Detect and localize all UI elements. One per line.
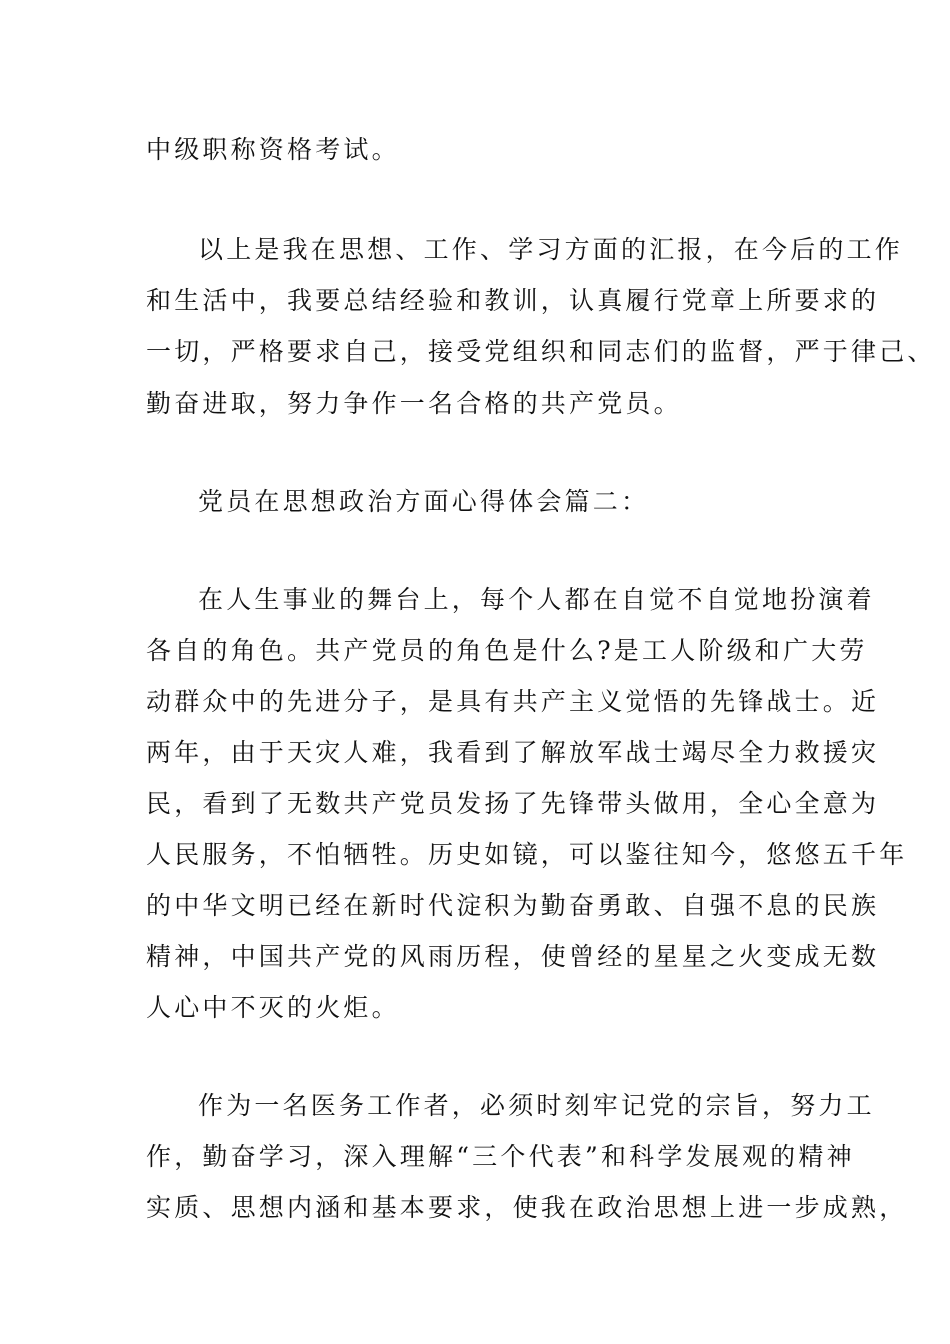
text-line: 两年，由于天灾人难，我看到了解放军战士竭尽全力救援灾 bbox=[146, 738, 880, 767]
text-line: 和生活中，我要总结经验和教训，认真履行党章上所要求的 bbox=[146, 286, 880, 315]
text-line: 人心中不灭的火炬。 bbox=[146, 993, 400, 1022]
section-heading: 党员在思想政治方面心得体会篇二： bbox=[198, 487, 650, 516]
text-line: 一切，严格要求自己，接受党组织和同志们的监督，严于律己、 bbox=[146, 337, 936, 366]
paragraph-start-line: 作为一名医务工作者，必须时刻牢记党的宗旨，努力工 bbox=[198, 1091, 875, 1120]
paragraph-start-line: 在人生事业的舞台上，每个人都在自觉不自觉地扮演着 bbox=[198, 585, 875, 614]
text-line: 勤奋进取，努力争作一名合格的共产党员。 bbox=[146, 389, 682, 418]
text-line: 人民服务，不怕牺牲。历史如镜，可以鉴往知今，悠悠五千年 bbox=[146, 840, 908, 869]
paragraph-start-line: 以上是我在思想、工作、学习方面的汇报，在今后的工作 bbox=[198, 235, 904, 264]
text-line: 民，看到了无数共产党员发扬了先锋带头做用，全心全意为 bbox=[146, 789, 880, 818]
text-line: 中级职称资格考试。 bbox=[146, 135, 400, 164]
text-line: 各自的角色。共产党员的角色是什么?是工人阶级和广大劳 bbox=[146, 636, 868, 665]
text-line: 精神，中国共产党的风雨历程，使曾经的星星之火变成无数 bbox=[146, 942, 880, 971]
text-line: 作，勤奋学习，深入理解“三个代表”和科学发展观的精神 bbox=[146, 1142, 855, 1171]
text-line: 的中华文明已经在新时代淀积为勤奋勇敢、自强不息的民族 bbox=[146, 891, 880, 920]
text-line: 实质、思想内涵和基本要求，使我在政治思想上进一步成熟， bbox=[146, 1193, 908, 1222]
text-line: 动群众中的先进分子，是具有共产主义觉悟的先锋战士。近 bbox=[146, 687, 880, 716]
